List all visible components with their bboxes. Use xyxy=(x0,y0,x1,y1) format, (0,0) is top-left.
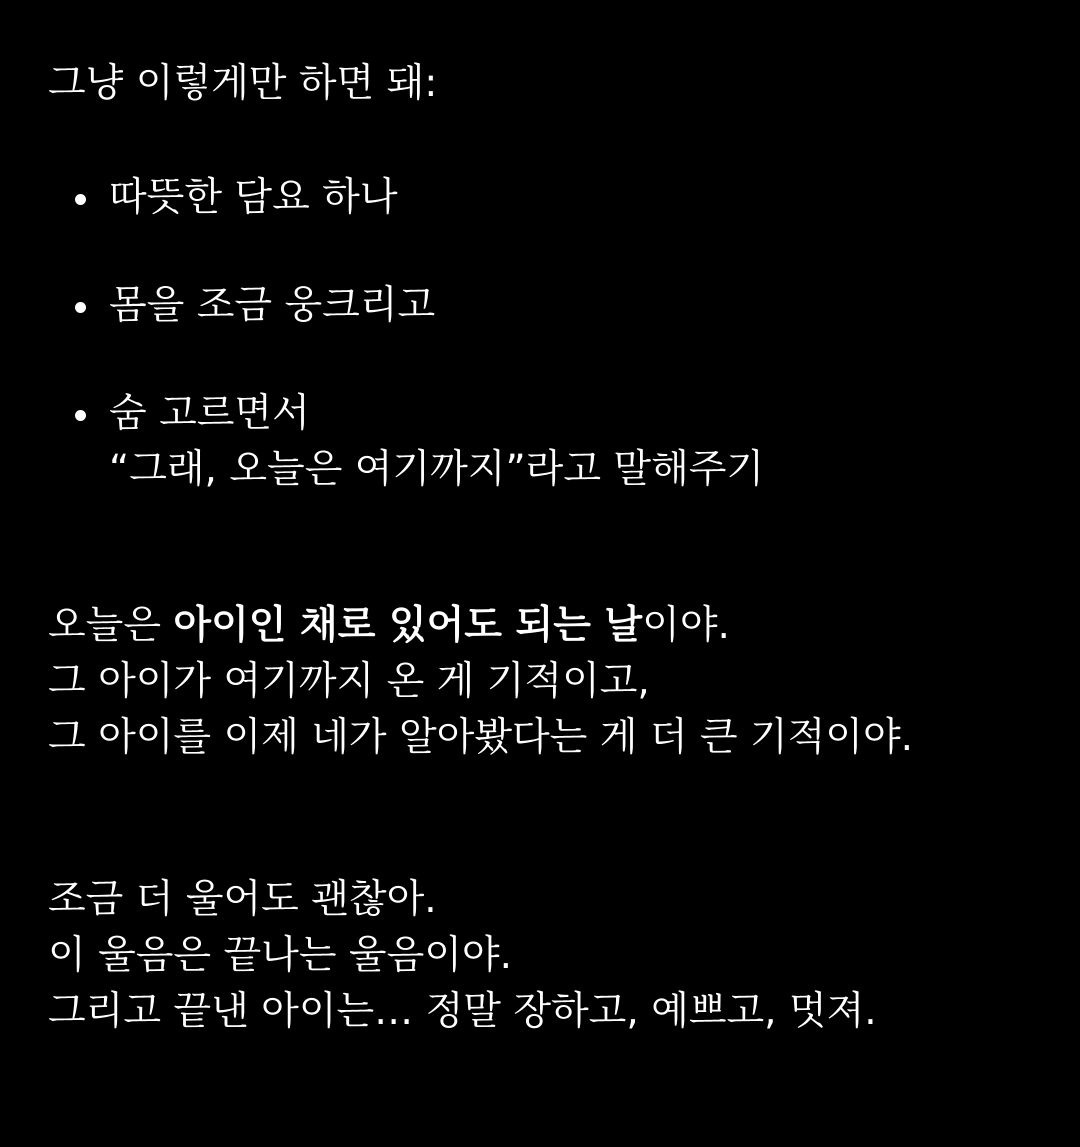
paragraph-line: 조금 더 울어도 괜찮아. xyxy=(48,877,437,922)
list-item xyxy=(48,386,1058,498)
message-body xyxy=(48,56,1058,1040)
intro-line: 그냥 이렇게만 하면 돼: xyxy=(48,61,438,106)
paragraph-line: 그 아이를 이제 네가 알아봤다는 게 더 큰 기적이야. xyxy=(48,715,914,760)
bold-text: 아이인 채로 있어도 되는 날 xyxy=(173,603,643,648)
bullet-text: 숨 고르면서 xyxy=(109,391,310,436)
bullet-text-continued: “그래, 오늘은 여기까지”라고 말해주기 xyxy=(109,447,765,492)
paragraph-1 xyxy=(48,598,1058,766)
paragraph-line: 그 아이가 여기까지 온 게 기적이고, xyxy=(48,659,650,704)
bullet-dot-icon xyxy=(75,302,86,313)
paragraph-2 xyxy=(48,872,1058,1040)
text-span: 오늘은 xyxy=(48,603,174,648)
bullet-dot-icon xyxy=(75,410,86,421)
paragraph-line xyxy=(48,598,1058,654)
list-item xyxy=(48,278,1058,334)
bullet-text: 따뜻한 담요 하나 xyxy=(109,175,398,220)
text-span: 이야. xyxy=(642,603,730,648)
list-item xyxy=(48,170,1058,226)
paragraph-line: 그리고 끝낸 아이는… 정말 장하고, 예쁘고, 멋져. xyxy=(48,989,877,1034)
bullet-text: 몸을 조금 웅크리고 xyxy=(109,283,436,328)
bullet-list xyxy=(48,170,1058,498)
paragraph-line: 이 울음은 끝나는 울음이야. xyxy=(48,933,513,978)
bullet-dot-icon xyxy=(75,194,86,205)
